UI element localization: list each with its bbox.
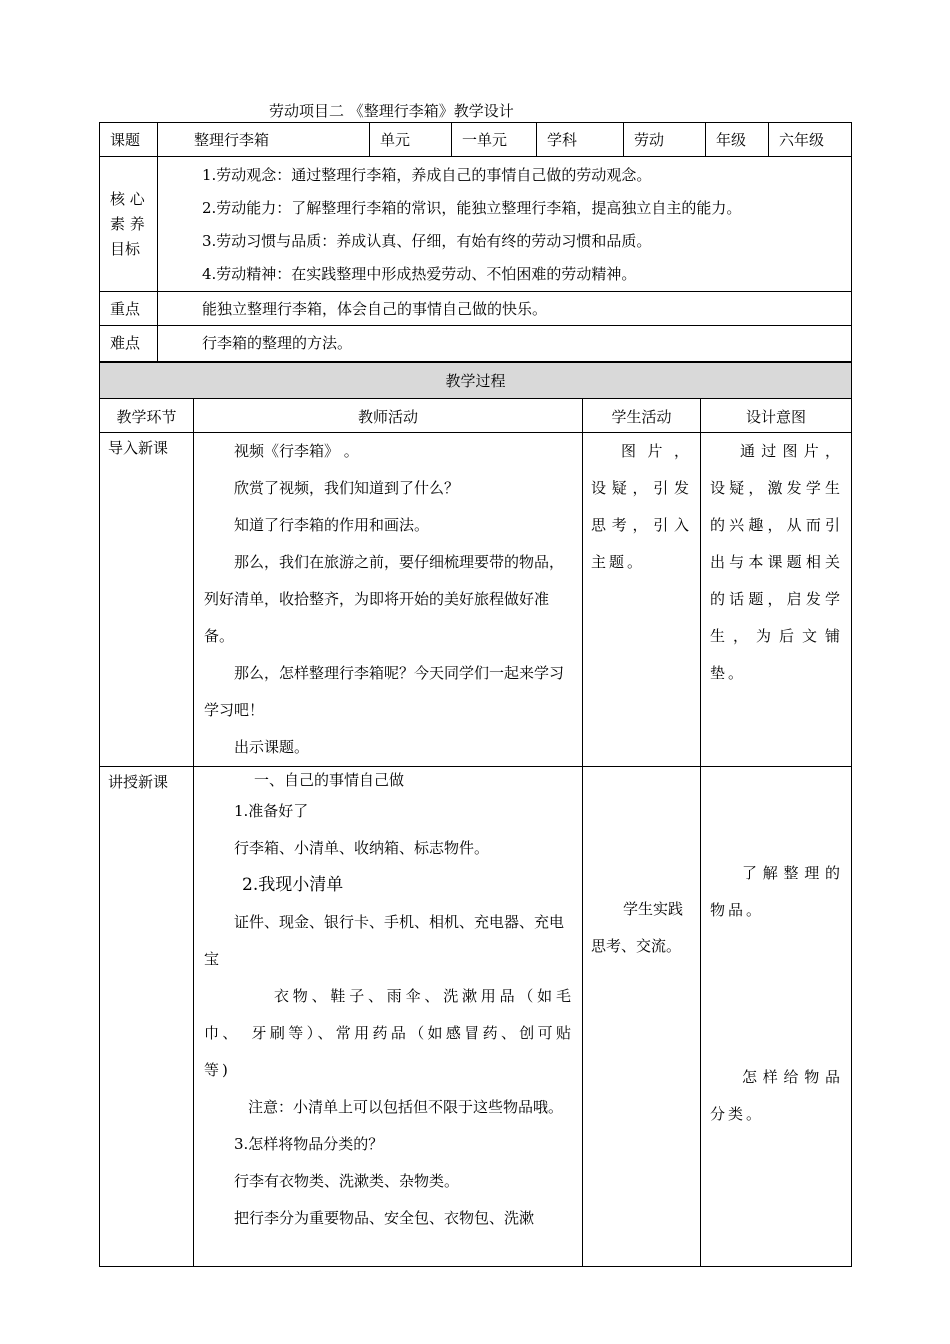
grade-value: 六年级 [769, 123, 852, 157]
topic-label: 课题 [100, 123, 158, 157]
design-intent-cell: 了解整理的物品。 怎样给物品分类。 [701, 767, 852, 1267]
subject-value: 劳动 [624, 123, 706, 157]
topic-value: 整理行李箱 [158, 123, 370, 157]
teacher-line: 证件、现金、银行卡、手机、相机、充电器、充电宝 [204, 913, 565, 968]
difficulty-label: 难点 [100, 326, 158, 362]
goals-content [158, 157, 852, 292]
column-header: 教师活动 [194, 399, 583, 433]
stage-cell: 讲授新课 [100, 767, 194, 1267]
unit-value: 一单元 [452, 123, 537, 157]
teacher-activity-cell [194, 433, 583, 767]
goal-item: 1.劳动观念：通过整理行李箱，养成自己的事情自己做的劳动观念。 [202, 166, 652, 184]
teacher-line: 2.我现小清单 [242, 875, 344, 895]
column-header: 学生活动 [583, 399, 701, 433]
goal-item: 2.劳动能力：了解整理行李箱的常识，能独立整理行李箱，提高独立自主的能力。 [202, 199, 742, 217]
teacher-line: 视频《行李箱》 。 [234, 442, 359, 460]
stage-cell: 导入新课 [100, 433, 194, 767]
goal-item: 4.劳动精神：在实践整理中形成热爱劳动、不怕困难的劳动精神。 [202, 265, 637, 283]
goal-item: 3.劳动习惯与品质：养成认真、仔细，有始有终的劳动习惯和品质。 [202, 232, 652, 250]
column-header: 教学环节 [100, 399, 194, 433]
teacher-line: 衣物、鞋子、雨伞、洗漱用品（如毛巾、 牙刷等）、常用药品（如感冒药、创可贴等) [204, 987, 574, 1079]
teacher-line: 3.怎样将物品分类的？ [234, 1135, 384, 1153]
teacher-line: 行李箱、小清单、收纳箱、标志物件。 [234, 839, 490, 857]
column-header: 设计意图 [701, 399, 852, 433]
teacher-line: 1.准备好了 [234, 802, 309, 820]
focus-label: 重点 [100, 292, 158, 326]
student-activity-cell: 学生实践思考、交流。 [583, 767, 701, 1267]
teacher-activity-cell [194, 767, 583, 1267]
subject-label: 学科 [537, 123, 624, 157]
unit-label: 单元 [370, 123, 452, 157]
teacher-line: 一、自己的事情自己做 [254, 771, 405, 789]
teacher-line: 欣赏了视频，我们知道到了什么？ [234, 479, 460, 497]
teacher-line: 行李有衣物类、洗漱类、杂物类。 [234, 1172, 460, 1190]
goals-label: 核 心 素 养 目标 [100, 157, 158, 292]
grade-label: 年级 [706, 123, 769, 157]
student-activity-cell: 图片，设疑，引发思考，引入主题。 [583, 433, 701, 767]
teacher-line: 把行李分为重要物品、安全包、衣物包、洗漱 [234, 1209, 535, 1227]
teacher-line: 注意：小清单上可以包括但不限于这些物品哦。 [248, 1098, 564, 1116]
teacher-line: 知道了行李箱的作用和画法。 [234, 516, 430, 534]
teaching-process-table [99, 362, 852, 1267]
focus-value: 能独立整理行李箱，体会自己的事情自己做的快乐。 [158, 292, 852, 326]
teacher-line: 那么，怎样整理行李箱呢？今天同学们一起来学习学习吧！ [204, 664, 565, 719]
difficulty-value: 行李箱的整理的方法。 [158, 326, 852, 362]
process-heading: 教学过程 [100, 363, 852, 399]
design-intent-cell: 通过图片，设疑，激发学生的兴趣，从而引出与本课题相关的话题，启发学生，为后文铺垫。 [701, 433, 852, 767]
teacher-line: 出示课题。 [234, 738, 310, 756]
course-info-table [99, 122, 852, 362]
document-title: 劳动项目二 《整理行李箱》教学设计 [269, 102, 514, 120]
teacher-line: 那么，我们在旅游之前，要仔细梳理要带的物品，列好清单，收拾整齐，为即将开始的美好旅程做好准备。 [204, 553, 565, 645]
